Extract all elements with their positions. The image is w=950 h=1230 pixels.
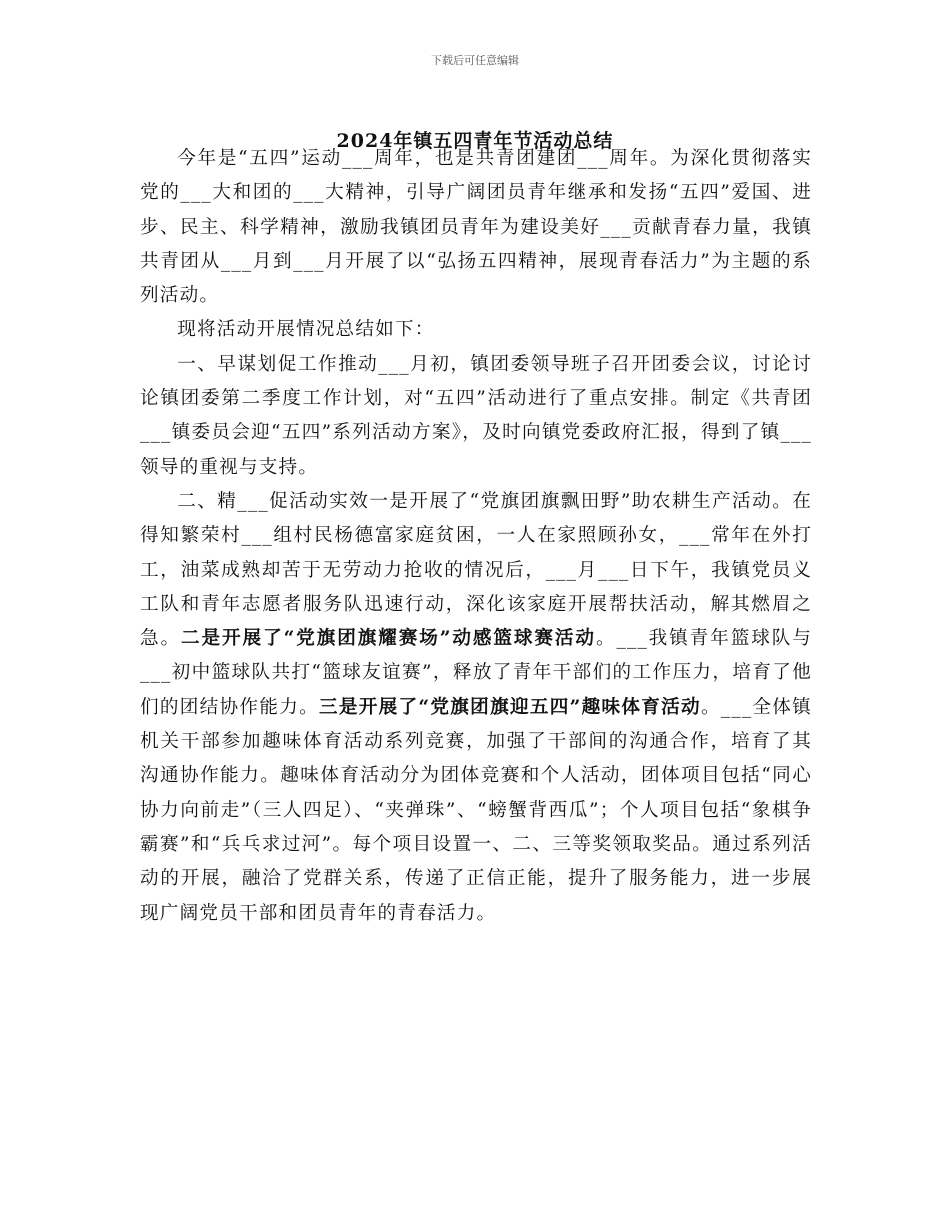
bold-heading-basketball: 二是开展了“党旗团旗耀赛场”动感篮球赛活动 [181,628,596,650]
paragraph-section-1 [140,348,812,485]
paragraph-text: 。___全体镇机关干部参加趣味体育活动系列竞赛，加强了干部间的沟通合作，培育了其沟通协作能力。趣味体育活动分为团体竞赛和个人活动，团体项目包括“同心协力向前走”（三人四足）、“夹弹珠”、“螃蟹背西瓜”；个人项目包括“象棋争霸赛”和“兵乓求过河”。每个项目设置一、二、三等奖领取奖品。通过系列活动的开展，融洽了党群关系，传递了正信正能，提升了服务能力，进一步展现广阔党员干部和团员青年的青春活力。 [140,696,812,924]
paragraph-text: 今年是“五四”运动___周年，也是共青团建团___周年。为深化贯彻落实党的___大和团的___大精神，引导广阔团员青年继承和发扬“五四”爱国、进步、民主、科学精神，激励我镇团员青年为建设美好___贡献青春力量，我镇共青团从___月到___月开展了以“弘扬五四精神，展现青春活力”为主题的系列活动。 [140,148,812,307]
paragraph-summary-lead [140,313,812,347]
paragraph-intro [140,142,812,313]
paragraph-text: 现将活动开展情况总结如下： [177,319,435,341]
document-title: 2024年镇五四青年节活动总结 [336,130,614,152]
document-body [140,142,812,931]
paragraph-text: 一、早谋划促工作推动___月初，镇团委领导班子召开团委会议，讨论讨论镇团委第二季度工作计划，对“五四”活动进行了重点安排。制定《共青团___镇委员会迎“五四”系列活动方案》，及时向镇党委政府汇报，得到了镇___领导的重视与支持。 [140,353,812,478]
paragraph-text: 二、精___促活动实效一是开展了“党旗团旗飘田野”助农耕生产活动。在得知繁荣村___组村民杨德富家庭贫困，一人在家照顾孙女，___常年在外打工，油菜成熟却苦于无劳动力抢收的情况后，___月___日下午，我镇党员义工队和青年志愿者服务队迅速行动，深化该家庭开展帮扶活动，解其燃眉之急。 [140,490,812,650]
bold-heading-sports: 三是开展了“党旗团旗迎五四”趣味体育活动 [318,696,701,718]
paragraph-text: 。___我镇青年篮球队与___初中篮球队共打“篮球友谊赛”，释放了青年干部们的工作压力，培育了他们的团结协作能力。 [140,628,813,718]
paragraph-section-2 [140,485,812,931]
page-header-note: 下载后可任意编辑 [431,54,519,67]
